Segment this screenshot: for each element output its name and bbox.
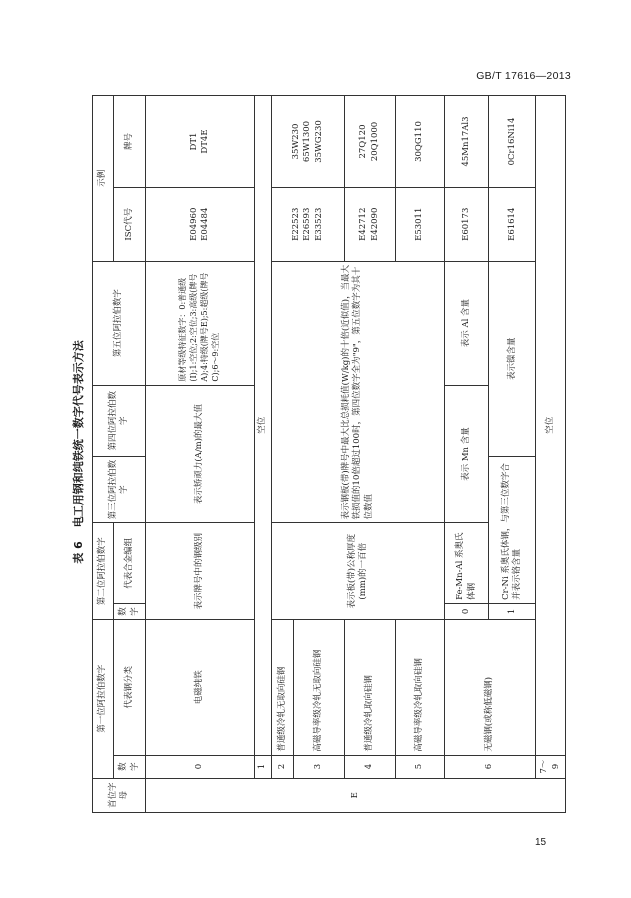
r6a-fifth: 表示 Al 含量	[444, 261, 489, 385]
r4-grade-1: 27Q120	[358, 124, 369, 159]
r4-iso-2: E42090	[369, 207, 380, 241]
r5-iso: E53011	[395, 188, 444, 262]
r0-iso	[146, 188, 255, 262]
r6a-grade: 45Mn17Al3	[444, 96, 489, 188]
r0-grade	[146, 96, 255, 188]
r2-5-second: 表示板(带)公称厚度(mm)的一百倍	[272, 523, 444, 620]
r7-vacant: 空位	[536, 96, 566, 756]
r4-class: 普通级冷轧取向硅钢	[344, 619, 395, 755]
r7-num: 7～9	[536, 755, 566, 778]
r5-grade: 30QG110	[395, 96, 444, 188]
head-num-2: 数字	[114, 603, 146, 619]
r6b-sub: 1	[489, 603, 536, 619]
page-number: 15	[535, 837, 547, 848]
r0-fifth: 原材等级特征数字：0:普通级(I);1:空位;2:空位;3:高级(牌号A);4:特级(牌号E);5:超级(牌号C);6～9:空位	[146, 261, 255, 385]
r23-grade-2: 65W1300	[302, 120, 313, 163]
r6a-iso: E60173	[444, 188, 489, 262]
head-grade: 牌号	[114, 96, 146, 188]
r2-num: 2	[272, 755, 293, 778]
r23-iso-3: E33523	[313, 207, 324, 241]
unified-code-table	[92, 95, 566, 813]
r2-class: 普通级冷轧无取向硅钢	[272, 619, 293, 755]
r4-iso-1: E42712	[358, 207, 369, 241]
table-holder	[92, 95, 566, 813]
head-first-pos: 首位字母	[93, 778, 146, 812]
r6a-alloy: Fe-Mn-Al 系奥氏体钢	[444, 523, 489, 603]
r5-num: 5	[395, 755, 444, 778]
head-num-1: 数字	[114, 755, 146, 778]
r6b-alloy: Cr-Ni 系奥氏体钢，与第三位数字合并表示铬含量	[489, 456, 536, 603]
r2-5-third-fifth: 表示钢板(带)牌号中最大比总损耗值(W/kg)的十倍(近似值)，当最大铁损值的10倍超过100时，第四位数字全为"9"，第五位数字为其十位数值	[272, 261, 444, 523]
r6b-fourth: 表示镍含量	[489, 261, 536, 456]
r6a-sub: 0	[444, 603, 489, 619]
head-fifth-digit: 第五位阿拉伯数字	[93, 261, 146, 385]
r23-grade-3: 35WG230	[313, 120, 324, 163]
r6b-grade: 0Cr16Ni14	[489, 96, 536, 188]
r0-iso-1: E04960	[188, 207, 199, 241]
r1-vacant: 空位	[254, 96, 272, 756]
r0-second: 表示牌号中的钢级别	[146, 523, 255, 620]
r4-grade-2: 20Q1000	[369, 121, 380, 162]
head-fourth-digit: 第四位阿拉伯数字	[93, 385, 146, 456]
head-iso-code: ISC代号	[114, 188, 146, 262]
r0-grade-2: DT4E	[199, 129, 210, 154]
table-caption	[70, 92, 90, 812]
r6-class: 无磁钢(或称低磁钢)	[444, 619, 536, 755]
r5-class: 高磁导率级冷轧取向硅钢	[395, 619, 444, 755]
r1-num: 1	[254, 755, 272, 778]
r4-num: 4	[344, 755, 395, 778]
head-first-digit: 第一位阿拉伯数字	[93, 619, 114, 778]
r23-iso-1: E22523	[290, 207, 301, 241]
caption-text: 电工用钢和纯铁统一数字代号表示方法	[72, 340, 85, 528]
r0-grade-1: DT1	[188, 132, 199, 151]
r0-class: 电磁纯铁	[146, 619, 255, 755]
r3-class: 高磁导率级冷轧无取向硅钢	[293, 619, 344, 755]
standard-number: GB/T 17616—2013	[476, 70, 571, 82]
r23-grade	[272, 96, 344, 188]
r0-num: 0	[146, 755, 255, 778]
r6b-iso: E61614	[489, 188, 536, 262]
r4-grade	[344, 96, 395, 188]
r0-third-fourth: 表示矫顽力(A/m)的最大值	[146, 385, 255, 523]
r23-iso-2: E26593	[302, 207, 313, 241]
r3-num: 3	[293, 755, 344, 778]
head-third-digit: 第三位阿拉伯数字	[93, 456, 146, 523]
head-steel-class: 代表钢分类	[114, 619, 146, 755]
r4-iso	[344, 188, 395, 262]
rotated-table	[92, 95, 566, 813]
r6a-third: 表示 Mn 含量	[444, 385, 489, 523]
first-letter-e: E	[146, 778, 566, 812]
caption-number: 表 6	[72, 541, 85, 564]
r0-iso-2: E04484	[199, 207, 210, 241]
r23-iso	[272, 188, 344, 262]
head-alloy-group: 代表合金编组	[114, 523, 146, 603]
head-second-digit: 第二位阿拉伯数字	[93, 523, 114, 620]
head-example: 示例	[93, 96, 114, 262]
r6-num: 6	[444, 755, 536, 778]
r23-grade-1: 35W230	[290, 123, 301, 160]
